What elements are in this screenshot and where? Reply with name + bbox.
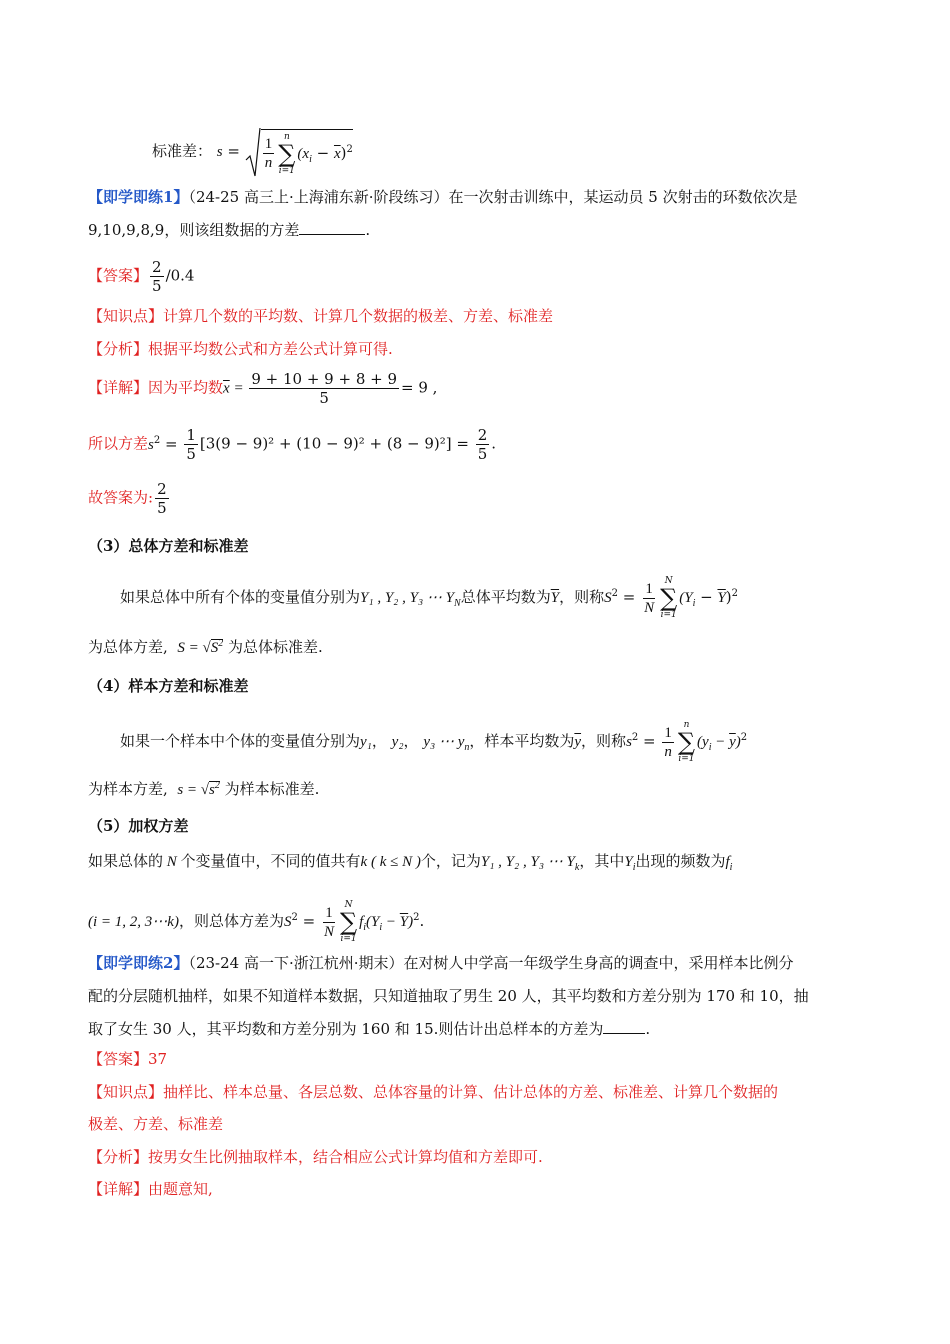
- var-eq: =: [451, 434, 474, 453]
- sec4-text3: ，则称: [581, 732, 627, 750]
- sec5-line2: (i = 1, 2, 3⋯k)，则总体方差为$S^2$ = $\frac{1}{N}$ N ∑ i=1 $f_i(Y_i - \overline{Y})^2$.: [88, 900, 425, 944]
- sec3-sub: i: [692, 598, 696, 609]
- sum-bottom: i=1: [278, 165, 295, 176]
- sec3-close: ): [725, 588, 732, 606]
- frac-num: 1: [264, 136, 273, 152]
- std-minus: −: [311, 143, 334, 162]
- sec5-text4: ，其中: [579, 852, 625, 870]
- ex1-analysis: [88, 338, 880, 360]
- sum-bottom: i=1: [340, 934, 357, 944]
- sec4-y3n: y₃ ⋯ y: [423, 734, 465, 750]
- answer-blank: [299, 220, 365, 235]
- frac-num: 9 + 10 + 9 + 8 + 9: [251, 370, 398, 388]
- var-lhs: $s^2$ =: [148, 434, 183, 453]
- sec3-minus: −: [695, 588, 718, 606]
- sec5-text2: 个变量值中，不同的值共有: [180, 852, 361, 870]
- sec3-frac: [642, 580, 656, 617]
- sum-bottom: i=1: [660, 610, 677, 620]
- sec3-text2: 总体平均数为: [460, 588, 551, 606]
- sec3-vars-sub: N: [454, 598, 461, 609]
- std-label: 标准差：: [152, 142, 213, 160]
- ex1-knowledge: [88, 305, 880, 327]
- ex1-variance: [88, 426, 880, 463]
- ex1-period: .: [365, 221, 371, 239]
- sum-symbol: N ∑ i=1: [339, 900, 358, 944]
- ex2-kp1: [88, 1081, 880, 1103]
- std-xbar: $\overline{x}$: [333, 145, 341, 162]
- ex2-line2: 配的分层随机抽样，如果不知道样本数据，只知道抽取了男生 20 人，其平均数和方差分别为 170 和 10，抽: [88, 987, 809, 1005]
- sec3-line2: [88, 636, 880, 659]
- std-formula: [152, 126, 880, 178]
- mean-frac: [249, 370, 399, 407]
- sec5-N: N: [163, 854, 181, 870]
- std-body: (x: [297, 145, 310, 162]
- sec3-ybar2: $\overline{Y}$: [717, 590, 726, 606]
- sum-top: N: [344, 900, 353, 910]
- sec4-title: （4）样本方差和标准差: [88, 677, 249, 695]
- sec5-text3: 个，记为: [420, 852, 481, 870]
- kp-tag: 【知识点】: [88, 1083, 164, 1101]
- sec3-text5: 为总体标准差.: [227, 638, 323, 656]
- sec4-text: 如果一个样本中个体的变量值分别为: [120, 732, 361, 750]
- sec3-title: （3）总体方差和标准差: [88, 537, 249, 555]
- sec5-k: k ( k ≤ N ): [360, 854, 421, 870]
- sum-bottom: i=1: [678, 754, 695, 764]
- frac-num: 1: [325, 904, 333, 921]
- sec3-line1: 如果总体中所有个体的变量值分别为Y₁ , Y₂ , Y₃ ⋯ $Y_N$总体平均数为$\overline{Y}$，则称$S^2$ = $\frac{1}{N}$ N ∑ i=1 $(Y_i - \overline{Y})^2$: [120, 576, 739, 620]
- sum-symbol: N ∑ i=1: [660, 576, 678, 620]
- std-lhs: s: [216, 144, 223, 160]
- sec4-body: $(y_i - \overline{y})$: [697, 734, 741, 753]
- answer-alt: /0.4: [165, 266, 195, 285]
- sec5-text5: 出现的频数为: [635, 852, 726, 870]
- sec5-fi: $f_i$: [725, 854, 733, 873]
- ex1-line2: [88, 219, 880, 241]
- answer-tag: 【答案】: [88, 266, 149, 285]
- sec3-text3: ，则称: [559, 588, 605, 606]
- sum-symbol: n ∑ i=1: [278, 131, 296, 176]
- ex1-final: [88, 480, 880, 517]
- sec5-title: （5）加权方差: [88, 817, 189, 835]
- analysis-text: 按男女生比例抽取样本，结合相应公式计算均值和方差即可.: [148, 1148, 543, 1166]
- std-radicand: [261, 129, 353, 176]
- ex2-source: （23-24 高一下·浙江杭州·期末）在对树人中学高一年级学生身高的调查中，采用样本比例分: [188, 954, 794, 972]
- sec3-body: (Y: [679, 590, 693, 606]
- var-expr: [3(9 − 9)² + (10 − 9)² + (8 − 9)²]: [199, 434, 452, 453]
- ex2-end: .: [645, 1020, 651, 1038]
- std-sub: i: [309, 153, 312, 165]
- frac-num: 2: [152, 258, 162, 276]
- kp-text1: 抽样比、样本总量、各层总数、总体容量的计算、估计总体的方差、标准差、计算几个数据的: [163, 1083, 779, 1101]
- var-end: .: [491, 434, 497, 453]
- sec5-index: (i = 1, 2, 3⋯k): [88, 914, 179, 930]
- analysis-text: 根据平均数公式和方差公式计算可得.: [148, 340, 393, 358]
- sec3-sd: $S = √S^2$: [177, 638, 224, 656]
- std-eq: =: [227, 142, 240, 160]
- sec4-text2: ，样本平均数为: [469, 732, 575, 750]
- sec3-ybar: $\overline{Y}$: [550, 590, 560, 606]
- sec4-text4: 为样本方差,: [88, 780, 168, 798]
- ex1-question: ，则该组数据的方差: [164, 221, 300, 239]
- frac-den: N: [644, 599, 655, 616]
- sum-symbol: n ∑ i=1: [677, 720, 696, 764]
- frac-den: n: [664, 743, 672, 760]
- frac-den: 5: [319, 389, 329, 407]
- ex1-data: 9,10,9,8,9: [88, 221, 165, 239]
- ex1-tag: 【即学即练1】: [88, 188, 189, 206]
- sum-top: n: [283, 131, 290, 142]
- sec5-end: .: [419, 912, 425, 930]
- frac-num: 2: [477, 426, 488, 444]
- sec4-sd: $s = √s^2$: [177, 780, 220, 798]
- analysis-tag: 【分析】: [88, 1148, 149, 1166]
- sec3-text4: 为总体方差,: [88, 638, 168, 656]
- mean-xbar: $\overline{x}$ =: [223, 380, 248, 397]
- final-prefix: 故答案为:: [88, 488, 154, 507]
- frac-den: 5: [186, 445, 196, 463]
- sec4-y2: y₂: [391, 734, 404, 750]
- ex1-source: （24-25 高三上·上海浦东新·阶段练习）在一次射击训练中，某运动员 5 次射击的环数依次是: [188, 188, 798, 206]
- answer-blank: [603, 1019, 645, 1034]
- sec5-vars: Y₁ , Y₂ , Y₃ ⋯ Y: [480, 854, 575, 870]
- answer-value: 37: [148, 1050, 168, 1068]
- frac-num: 2: [157, 480, 167, 498]
- sec5-sub: k: [574, 862, 580, 873]
- mean-result: = 9 ,: [401, 378, 438, 397]
- sec3-vars: Y₁ , Y₂ , Y₃ ⋯ Y: [360, 590, 455, 606]
- sum-top: n: [683, 720, 690, 730]
- sec4-line2: [88, 778, 880, 801]
- sec5-text6: ，则总体方差为: [178, 912, 284, 930]
- ex2-detail: [88, 1178, 880, 1200]
- ex2-analysis: [88, 1146, 880, 1168]
- sec4-y1: y₁: [360, 734, 372, 750]
- frac-den: 5: [477, 445, 488, 463]
- frac-den: 5: [157, 499, 167, 517]
- sec3-s: S: [604, 590, 612, 606]
- sec4-text5: 为样本标准差.: [224, 780, 320, 798]
- sec5-body: $f_i(Y_i - \overline{Y})$: [359, 914, 414, 933]
- ex1-line1: [88, 186, 880, 208]
- ex2-l3: 取了女生 30 人，其平均数和方差分别为 160 和 15.则估计出总样本的方差为: [88, 1020, 604, 1038]
- sec4-ybar: $\overline{y}$: [574, 734, 582, 750]
- std-close: ): [340, 143, 347, 162]
- sec4-line1: 如果一个样本中个体的变量值分别为y₁， y₂， y₃ ⋯ $y_n$，样本平均数为$\overline{y}$，则称$s^2$ = $\frac{1}{n}$ n ∑ i=1 $(y_i - \overline{y})^2$: [120, 720, 748, 764]
- sec5-frac: [322, 904, 336, 941]
- sec5-line1: [88, 850, 880, 873]
- sec5-Yi: $Y_i$: [624, 854, 636, 873]
- analysis-tag: 【分析】: [88, 340, 149, 358]
- std-exp: 2: [346, 143, 353, 155]
- sec4-frac: [662, 724, 674, 761]
- sec3-text: 如果总体中所有个体的变量值分别为: [120, 588, 361, 606]
- kp-text: 计算几个数的平均数、计算几个数据的极差、方差、标准差: [163, 307, 554, 325]
- detail-text: 因为平均数: [148, 378, 224, 397]
- ex2-line1: [88, 952, 880, 974]
- ex2-line3: [88, 1018, 880, 1040]
- ex1-answer: [88, 258, 880, 295]
- detail-tag: 【详解】: [88, 1180, 149, 1198]
- sec5-text1: 如果总体的: [88, 852, 164, 870]
- frac-num: 1: [186, 426, 196, 444]
- var-prefix: 所以方差: [88, 434, 149, 453]
- answer-tag: 【答案】: [88, 1050, 149, 1068]
- ex2-tag: 【即学即练2】: [88, 954, 189, 972]
- frac-num: 1: [645, 580, 653, 597]
- frac-den: N: [323, 923, 334, 940]
- frac-den: n: [264, 155, 273, 171]
- frac-den: 5: [152, 277, 162, 295]
- sec5-S: S: [283, 914, 292, 930]
- var-frac2: [476, 426, 490, 463]
- sqrt-icon: [245, 126, 261, 178]
- kp-tag: 【知识点】: [88, 307, 164, 325]
- ex1-detail: [88, 370, 880, 407]
- ex2-answer: [88, 1048, 880, 1070]
- std-frac: [263, 135, 275, 172]
- sum-top: N: [664, 576, 673, 586]
- final-frac: [155, 480, 169, 517]
- answer-frac: [150, 258, 164, 295]
- frac-num: 1: [664, 724, 672, 741]
- sec4-sub: n: [464, 742, 470, 753]
- ex2-kp2: 极差、方差、标准差: [88, 1115, 224, 1133]
- detail-tag: 【详解】: [88, 378, 149, 397]
- sec4-s: s: [626, 734, 632, 750]
- var-frac1: [184, 426, 198, 463]
- detail-text: 由题意知,: [148, 1180, 213, 1198]
